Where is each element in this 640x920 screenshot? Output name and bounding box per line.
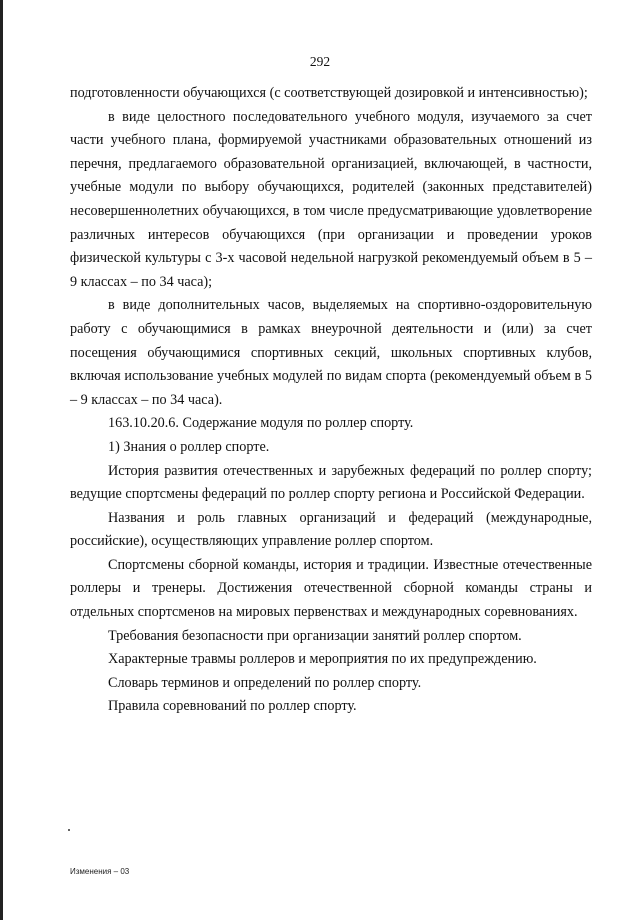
scan-speck	[68, 829, 70, 831]
paragraph: подготовленности обучающихся (с соответствующей дозировкой и интенсивностью);	[70, 85, 588, 101]
subsection-heading: 1) Знания о роллер спорте.	[108, 438, 270, 455]
scan-edge-line	[0, 0, 3, 920]
page-number: 292	[309, 54, 331, 69]
paragraph: Характерные травмы роллеров и мероприятия по их предупреждению.	[108, 651, 537, 668]
paragraph: История развития отечественных и зарубежных федераций по роллер спорту; ведущие спортсмены федераций по роллер спорту региона и Российской Федерации.	[70, 462, 592, 503]
paragraph: Правила соревнований по роллер спорту.	[108, 698, 357, 715]
section-heading: 163.10.20.6. Содержание модуля по роллер спорту.	[108, 415, 414, 432]
paragraph: Словарь терминов и определений по роллер спорту.	[108, 674, 422, 691]
paragraph: Названия и роль главных организаций и федераций (международные, российские), осуществляющих управление роллер спортом.	[70, 509, 592, 550]
paragraph: Спортсмены сборной команды, история и традиции. Известные отечественные роллеры и тренеры. Достижения отечественной сборной команды страны и отдельных спортсменов на мировых первенствах и международных соревнованиях.	[70, 556, 592, 621]
document-body	[70, 82, 592, 719]
paragraph: в виде целостного последовательного учебного модуля, изучаемого за счет части учебного плана, формируемой участниками образовательных отношений из перечня, предлагаемого образовательной организацией, включающей, в частности, учебные модули по выбору обучающихся, родителей (законных представителей) несовершеннолетних обучающихся, в том числе предусматривающие удовлетворение различных интересов обучающихся (при организации и проведении уроков физической культуры с 3-х часовой недельной нагрузкой рекомендуемый объем в 5 – 9 классах – по 34 часа);	[70, 108, 592, 290]
revision-footer: Изменения – 03	[70, 867, 130, 876]
paragraph: в виде дополнительных часов, выделяемых на спортивно-оздоровительную работу с обучающимися в рамках внеурочной деятельности и (или) за счет посещения обучающимися спортивных секций, школьных спортивных клубов, включая использование учебных модулей по видам спорта (рекомендуемый объем в 5 – 9 классах – по 34 часа).	[70, 297, 592, 408]
paragraph: Требования безопасности при организации занятий роллер спортом.	[108, 627, 522, 644]
